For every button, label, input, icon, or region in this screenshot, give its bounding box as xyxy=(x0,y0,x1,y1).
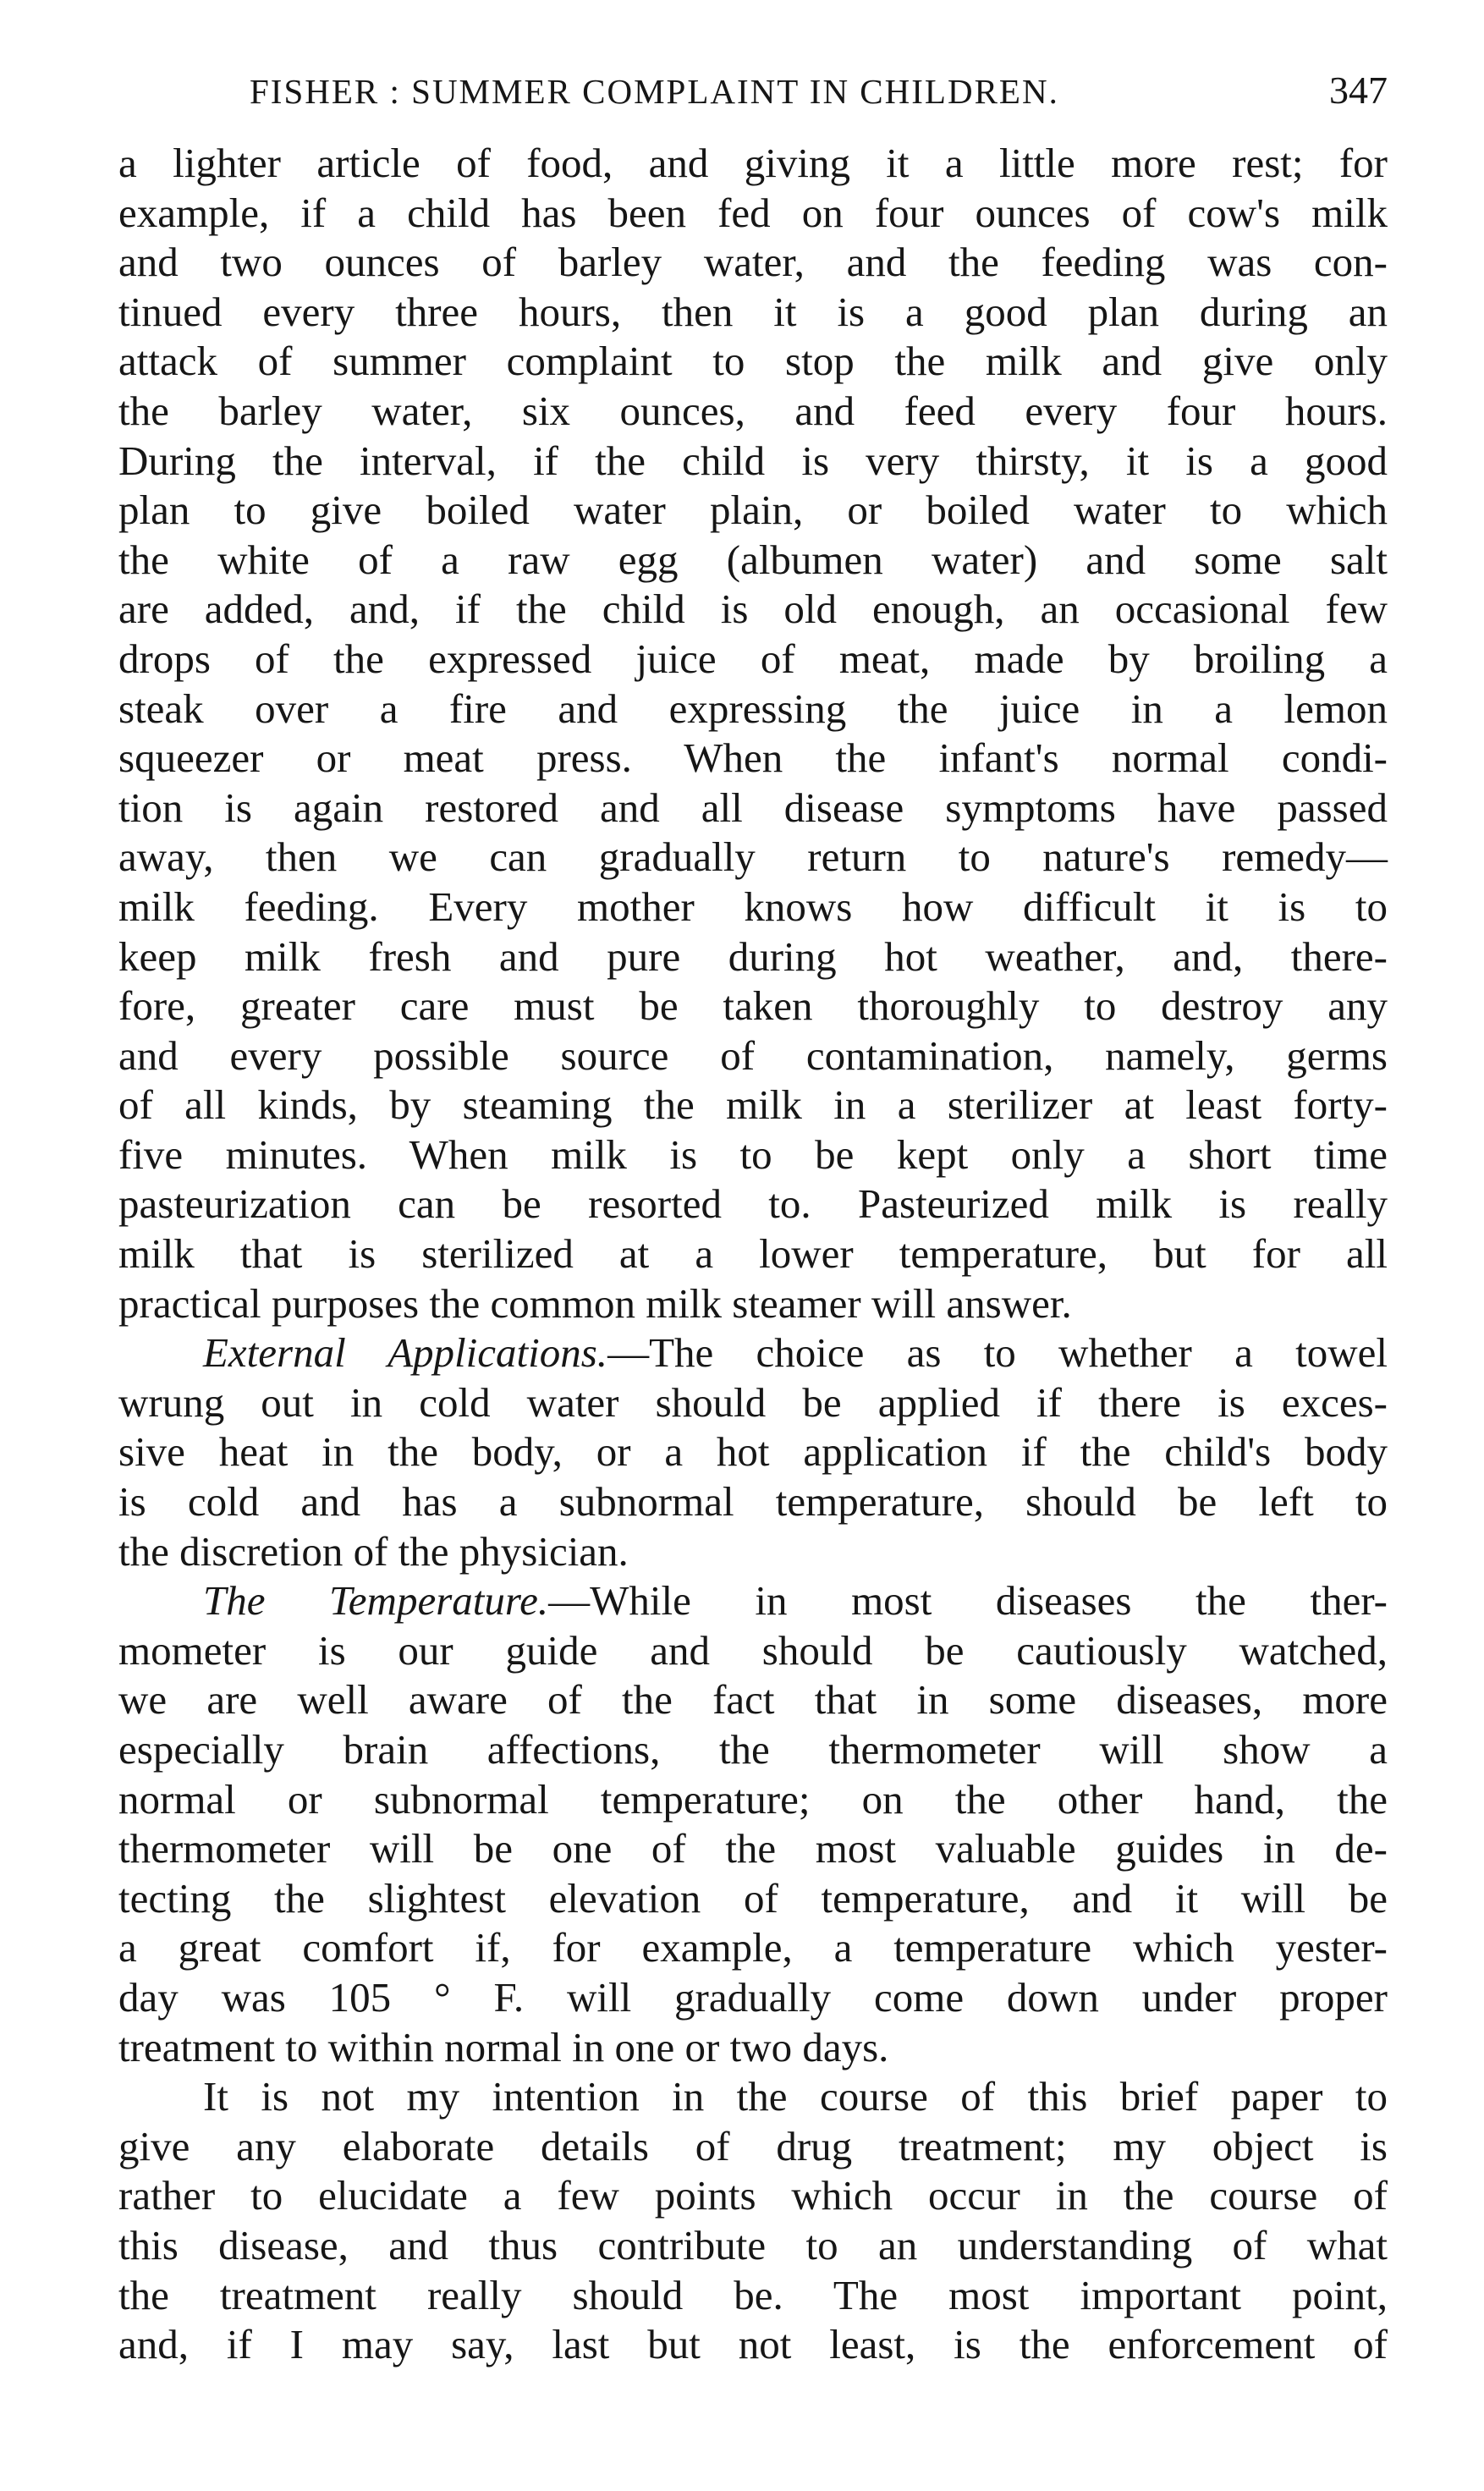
text-line: and, if I may say, last but not least, is the enforcement of xyxy=(118,2321,1388,2368)
text-line: milk feeding. Every mother knows how difficult it is to xyxy=(118,883,1388,930)
text-line: a lighter article of food, and giving it a little more rest; for xyxy=(118,140,1388,186)
paragraph-drug-treatment xyxy=(118,2072,1388,2370)
section-heading: The Temperature. xyxy=(203,1577,549,1625)
text-line: milk that is sterilized at a lower temperature, but for all xyxy=(118,1230,1388,1278)
text-line: tion is again restored and all disease symptoms have passed xyxy=(118,784,1388,831)
text-line: we are well aware of the fact that in some diseases, more xyxy=(118,1676,1388,1724)
paragraph-external-applications xyxy=(118,1328,1388,1576)
text-line: treatment to within normal in one or two days. xyxy=(118,2023,889,2070)
text-line: of all kinds, by steaming the milk in a sterilizer at least forty- xyxy=(118,1081,1388,1129)
text-line: pasteurization can be resorted to. Pasteurized milk is really xyxy=(118,1180,1388,1228)
text-line: the treatment really should be. The most important point, xyxy=(118,2271,1388,2318)
text-line: the discretion of the physician. xyxy=(118,1527,629,1575)
page-number: 347 xyxy=(1329,69,1388,112)
text-line: especially brain affections, the thermometer will show a xyxy=(118,1726,1388,1773)
text-line: five minutes. When milk is to be kept only a short time xyxy=(118,1130,1388,1178)
text-line: give any elaborate details of drug treatment; my object is xyxy=(118,2122,1388,2169)
text-line: wrung out in cold water should be applied if there is exces- xyxy=(118,1378,1388,1426)
text-line: day was 105 ° F. will gradually come down under proper xyxy=(118,1973,1388,2021)
text-line: drops of the expressed juice of meat, made by broiling a xyxy=(118,635,1388,682)
text-line: tecting the slightest elevation of temperature, and it will be xyxy=(118,1874,1388,1922)
text-line: example, if a child has been fed on four ounces of cow's milk xyxy=(118,189,1388,236)
text-line: keep milk fresh and pure during hot weather, and, there- xyxy=(118,932,1388,980)
paragraph-feeding xyxy=(118,139,1388,1328)
text-line: tinued every three hours, then it is a good plan during an xyxy=(118,288,1388,335)
text-line: sive heat in the body, or a hot application if the child's body xyxy=(118,1428,1388,1476)
text-line: squeezer or meat press. When the infant's normal condi- xyxy=(118,734,1388,782)
text-line: rather to elucidate a few points which occur in the course of xyxy=(118,2172,1388,2219)
text-line: the white of a raw egg (albumen water) and some salt xyxy=(118,536,1388,583)
text-line: is cold and has a subnormal temperature, should be left to xyxy=(118,1478,1388,1526)
text-line: a great comfort if, for example, a temperature which yester- xyxy=(118,1924,1388,1971)
paragraph-temperature xyxy=(118,1576,1388,2072)
heading-continuation: —While in most diseases the ther- xyxy=(548,1577,1388,1625)
text-line: thermometer will be one of the most valuable guides in de- xyxy=(118,1825,1388,1872)
heading-continuation: —The choice as to whether a towel xyxy=(607,1329,1388,1377)
text-line xyxy=(118,1328,1388,1378)
text-line: It is not my intention in the course of this brief paper to xyxy=(203,2073,1388,2120)
text-line: practical purposes the common milk steamer will answer. xyxy=(118,1279,1072,1327)
text-line: normal or subnormal temperature; on the other hand, the xyxy=(118,1775,1388,1823)
text-line: and every possible source of contamination, namely, germs xyxy=(118,1031,1388,1079)
running-title: FISHER : SUMMER COMPLAINT IN CHILDREN. xyxy=(250,72,1059,111)
text-line: are added, and, if the child is old enough, an occasional few xyxy=(118,586,1388,633)
text-line: away, then we can gradually return to nature's remedy— xyxy=(118,833,1388,881)
text-line: plan to give boiled water plain, or boiled water to which xyxy=(118,487,1388,534)
section-heading: External Applications. xyxy=(203,1329,608,1377)
text-line: attack of summer complaint to stop the milk and give only xyxy=(118,338,1388,385)
text-line: the barley water, six ounces, and feed every four hours. xyxy=(118,387,1388,434)
page xyxy=(118,59,1388,2370)
body-text xyxy=(118,139,1388,2370)
text-line xyxy=(118,1576,1388,1626)
text-line: and two ounces of barley water, and the feeding was con- xyxy=(118,239,1388,286)
text-line: mometer is our guide and should be cautiously watched, xyxy=(118,1626,1388,1674)
text-line: During the interval, if the child is very thirsty, it is a good xyxy=(118,437,1388,484)
text-line: fore, greater care must be taken thoroughly to destroy any xyxy=(118,982,1388,1030)
text-line: steak over a fire and expressing the juice in a lemon xyxy=(118,685,1388,732)
running-header xyxy=(118,59,1388,127)
text-line: this disease, and thus contribute to an understanding of what xyxy=(118,2221,1388,2268)
